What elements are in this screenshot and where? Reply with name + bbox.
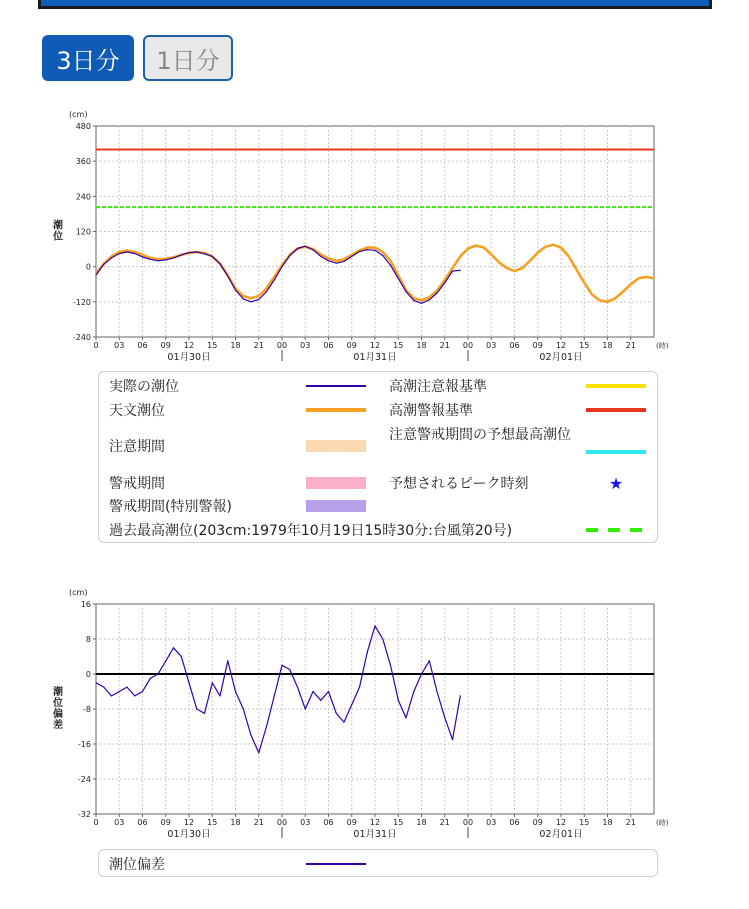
- data-point: [111, 695, 112, 696]
- data-point: [196, 251, 197, 252]
- legend-swatch-wrap: [306, 496, 366, 516]
- data-point: [305, 708, 306, 709]
- y-axis-label-char: 潮: [53, 687, 63, 698]
- y-tick-label: -32: [77, 810, 91, 819]
- data-point: [460, 256, 461, 257]
- data-point: [103, 687, 104, 688]
- date-label: 01月31日: [353, 352, 397, 363]
- data-point: [390, 260, 391, 261]
- data-point: [243, 295, 244, 296]
- legend-swatch: [306, 385, 366, 387]
- data-point: [591, 294, 592, 295]
- data-point: [111, 257, 112, 258]
- x-tick-label: 15: [207, 818, 218, 827]
- data-point: [522, 268, 523, 269]
- data-point: [444, 279, 445, 280]
- y-unit-label: (cm): [69, 110, 88, 119]
- data-point: [506, 268, 507, 269]
- data-point: [390, 265, 391, 266]
- legend-swatch-wrap: [586, 376, 646, 396]
- data-point: [289, 255, 290, 256]
- data-point: [119, 691, 120, 692]
- data-point: [367, 247, 368, 248]
- data-point: [584, 282, 585, 283]
- tide-level-legend: [98, 371, 658, 543]
- x-tick-label: 21: [439, 341, 450, 350]
- data-point: [212, 256, 213, 257]
- x-tick-label: 03: [486, 341, 497, 350]
- data-point: [235, 290, 236, 291]
- legend-swatch: [306, 408, 366, 412]
- data-point: [181, 254, 182, 255]
- x-tick-label: 03: [114, 341, 125, 350]
- data-point: [545, 246, 546, 247]
- data-point: [444, 717, 445, 718]
- data-point: [359, 687, 360, 688]
- date-label: 01月30日: [167, 352, 211, 363]
- legend-swatch: [306, 440, 366, 452]
- legend-swatch: [586, 408, 646, 412]
- x-tick-label: 0: [93, 341, 99, 350]
- legend-swatch-wrap: [306, 473, 366, 493]
- data-point: [444, 282, 445, 283]
- data-point: [351, 256, 352, 257]
- data-point: [653, 278, 654, 279]
- data-point: [219, 695, 220, 696]
- data-point: [281, 266, 282, 267]
- data-point: [266, 288, 267, 289]
- data-point: [227, 660, 228, 661]
- legend-swatch-wrap: [586, 520, 646, 540]
- data-point: [374, 625, 375, 626]
- legend-swatch: [586, 528, 646, 532]
- y-tick-label: -16: [77, 740, 91, 749]
- data-point: [460, 270, 461, 271]
- y-axis-label-char: 位: [53, 698, 63, 709]
- data-point: [305, 246, 306, 247]
- data-point: [483, 247, 484, 248]
- data-point: [607, 301, 608, 302]
- data-point: [119, 251, 120, 252]
- data-point: [599, 300, 600, 301]
- data-point: [142, 254, 143, 255]
- data-point: [188, 682, 189, 683]
- x-tick-label: 21: [253, 341, 264, 350]
- legend-label: 注意期間: [109, 439, 165, 455]
- tide-deviation-legend: [98, 849, 658, 877]
- x-tick-label: 06: [509, 818, 520, 827]
- data-point: [204, 713, 205, 714]
- data-point: [328, 260, 329, 261]
- date-label: 01月30日: [167, 829, 211, 840]
- data-point: [266, 726, 267, 727]
- data-point: [312, 249, 313, 250]
- data-point: [258, 299, 259, 300]
- data-point: [398, 275, 399, 276]
- data-point: [615, 298, 616, 299]
- data-point: [398, 278, 399, 279]
- data-point: [219, 263, 220, 264]
- x-tick-label: 21: [625, 818, 636, 827]
- data-point: [103, 264, 104, 265]
- data-point: [243, 708, 244, 709]
- x-tick-label: 09: [346, 818, 357, 827]
- data-point: [150, 678, 151, 679]
- x-tick-label: 18: [602, 818, 613, 827]
- legend-label: 警戒期間: [109, 476, 165, 492]
- top-banner: [38, 0, 712, 9]
- x-tick-label: 18: [416, 818, 427, 827]
- data-point: [460, 695, 461, 696]
- tide-deviation-chart: [0, 585, 749, 847]
- data-point: [328, 691, 329, 692]
- data-point: [289, 669, 290, 670]
- y-tick-label: 360: [75, 157, 91, 167]
- data-point: [134, 251, 135, 252]
- data-point: [529, 260, 530, 261]
- data-point: [413, 300, 414, 301]
- y-axis-label-char: 位: [53, 231, 63, 243]
- data-point: [95, 274, 96, 275]
- x-tick-label: 15: [579, 341, 590, 350]
- data-point: [336, 260, 337, 261]
- data-point: [421, 300, 422, 301]
- x-tick-label: 09: [346, 341, 357, 350]
- x-tick-label: 12: [183, 341, 195, 350]
- data-point: [126, 687, 127, 688]
- x-tick-label: 03: [486, 818, 497, 827]
- y-axis-label-char: 潮: [53, 220, 63, 232]
- data-point: [382, 255, 383, 256]
- x-tick-label: 03: [300, 818, 311, 827]
- x-tick-label: 15: [393, 818, 404, 827]
- x-tick-label: 15: [393, 341, 404, 350]
- data-point: [173, 647, 174, 648]
- y-tick-label: -8: [83, 705, 91, 714]
- y-tick-label: 480: [75, 122, 91, 131]
- legend-label: 警戒期間(特別警報): [109, 499, 232, 515]
- data-point: [630, 284, 631, 285]
- legend-label: 予想されるピーク時刻: [389, 476, 529, 492]
- y-unit-label: (cm): [69, 588, 88, 597]
- data-point: [351, 254, 352, 255]
- data-point: [297, 248, 298, 249]
- date-label: 02月01日: [539, 352, 583, 363]
- x-tick-label: 06: [137, 341, 148, 350]
- legend-swatch: [306, 500, 366, 512]
- legend-label: 高潮警報基準: [389, 403, 473, 419]
- legend-label: 高潮注意報基準: [389, 379, 487, 395]
- legend-swatch-wrap: [306, 376, 366, 396]
- data-point: [343, 722, 344, 723]
- data-point: [421, 673, 422, 674]
- x-tick-label: 12: [369, 818, 381, 827]
- x-tick-label: 18: [230, 818, 241, 827]
- data-point: [374, 250, 375, 251]
- date-label: 01月31日: [353, 829, 397, 840]
- data-point: [281, 665, 282, 666]
- legend-label: 実際の潮位: [109, 379, 179, 395]
- data-point: [382, 638, 383, 639]
- data-point: [150, 259, 151, 260]
- legend-swatch: [586, 384, 646, 388]
- data-point: [250, 298, 251, 299]
- data-point: [142, 256, 143, 257]
- legend-swatch-wrap: [586, 400, 646, 420]
- x-tick-label: 09: [532, 818, 543, 827]
- data-point: [320, 700, 321, 701]
- data-point: [351, 704, 352, 705]
- data-point: [119, 253, 120, 254]
- data-point: [196, 708, 197, 709]
- data-point: [165, 259, 166, 260]
- data-point: [537, 252, 538, 253]
- y-tick-label: 0: [85, 670, 91, 679]
- legend-swatch: [306, 477, 366, 489]
- data-point: [336, 713, 337, 714]
- data-point: [359, 251, 360, 252]
- data-point: [328, 258, 329, 259]
- x-tick-label: 06: [323, 818, 334, 827]
- data-point: [227, 275, 228, 276]
- data-point: [646, 276, 647, 277]
- x-tick-label: 06: [509, 341, 520, 350]
- x-tick-label: 00: [462, 341, 474, 350]
- y-tick-label: -24: [77, 775, 91, 784]
- data-point: [134, 253, 135, 254]
- y-tick-label: -240: [72, 333, 91, 342]
- data-point: [181, 656, 182, 657]
- data-point: [390, 665, 391, 666]
- x-tick-label: 15: [207, 341, 218, 350]
- data-point: [436, 290, 437, 291]
- data-point: [258, 295, 259, 296]
- y-tick-label: 0: [85, 262, 91, 272]
- data-point: [235, 691, 236, 692]
- data-point: [436, 691, 437, 692]
- data-point: [243, 298, 244, 299]
- data-point: [429, 660, 430, 661]
- x-tick-label: 18: [602, 341, 613, 350]
- data-point: [95, 682, 96, 683]
- data-point: [274, 276, 275, 277]
- data-point: [405, 717, 406, 718]
- data-point: [297, 687, 298, 688]
- data-point: [374, 247, 375, 248]
- data-point: [157, 673, 158, 674]
- data-point: [398, 700, 399, 701]
- y-tick-label: 8: [85, 635, 91, 644]
- data-point: [405, 291, 406, 292]
- legend-label: 注意警戒期間の予想最高潮位: [389, 427, 571, 443]
- data-point: [173, 257, 174, 258]
- data-point: [212, 682, 213, 683]
- data-point: [157, 259, 158, 260]
- x-tick-label: 00: [276, 818, 288, 827]
- x-tick-label: 03: [114, 818, 125, 827]
- data-point: [320, 254, 321, 255]
- data-point: [266, 291, 267, 292]
- x-tick-label: 18: [230, 341, 241, 350]
- data-point: [576, 269, 577, 270]
- data-point: [429, 297, 430, 298]
- legend-swatch-wrap: [306, 400, 366, 420]
- legend-label: 過去最高潮位(203cm:1979年10月19日15時30分:台風第20号): [109, 523, 513, 539]
- data-point: [204, 253, 205, 254]
- x-tick-label: 00: [462, 818, 474, 827]
- x-tick-label: 18: [416, 341, 427, 350]
- x-tick-label: 21: [439, 818, 450, 827]
- y-tick-label: -120: [72, 297, 91, 307]
- data-point: [421, 303, 422, 304]
- data-point: [491, 254, 492, 255]
- data-point: [150, 257, 151, 258]
- data-point: [560, 247, 561, 248]
- data-point: [553, 244, 554, 245]
- data-point: [258, 752, 259, 753]
- x-tick-label: 0: [93, 818, 99, 827]
- x-tick-label: 12: [369, 341, 381, 350]
- data-point: [126, 250, 127, 251]
- data-point: [274, 695, 275, 696]
- data-point: [142, 691, 143, 692]
- data-point: [157, 260, 158, 261]
- data-point: [622, 291, 623, 292]
- data-point: [367, 652, 368, 653]
- x-unit-label: (時): [656, 342, 669, 350]
- tab-3day[interactable]: 3日分: [42, 35, 134, 81]
- data-point: [475, 245, 476, 246]
- data-point: [126, 251, 127, 252]
- x-tick-label: 06: [323, 341, 334, 350]
- data-point: [343, 261, 344, 262]
- data-point: [250, 301, 251, 302]
- data-point: [312, 691, 313, 692]
- legend-swatch-wrap: [586, 473, 646, 493]
- y-axis-label-char: 偏: [53, 709, 63, 720]
- legend-swatch: [306, 863, 366, 865]
- data-point: [638, 278, 639, 279]
- data-point: [320, 256, 321, 257]
- legend-label: 天文潮位: [109, 403, 165, 419]
- legend-swatch-wrap: [586, 442, 646, 462]
- legend-swatch: [586, 450, 646, 454]
- y-tick-label: 240: [75, 192, 91, 202]
- x-tick-label: 09: [160, 818, 171, 827]
- data-point: [452, 268, 453, 269]
- legend-swatch-wrap: [306, 436, 366, 456]
- tab-1day[interactable]: 1日分: [143, 35, 233, 81]
- y-axis-label-char: 差: [53, 720, 63, 731]
- data-point: [568, 256, 569, 257]
- x-tick-label: 09: [160, 341, 171, 350]
- data-point: [250, 735, 251, 736]
- data-point: [413, 691, 414, 692]
- data-point: [467, 248, 468, 249]
- data-point: [452, 739, 453, 740]
- x-unit-label: (時): [656, 819, 669, 827]
- x-tick-label: 12: [555, 341, 567, 350]
- x-tick-label: 00: [276, 341, 288, 350]
- x-tick-label: 15: [579, 818, 590, 827]
- data-point: [336, 263, 337, 264]
- data-point: [134, 695, 135, 696]
- data-point: [111, 256, 112, 257]
- legend-swatch-wrap: [306, 854, 366, 874]
- data-point: [367, 249, 368, 250]
- y-tick-label: 120: [75, 227, 91, 237]
- x-tick-label: 12: [183, 818, 195, 827]
- data-point: [343, 259, 344, 260]
- data-point: [514, 270, 515, 271]
- data-point: [165, 258, 166, 259]
- data-point: [429, 299, 430, 300]
- y-tick-label: 16: [80, 600, 91, 609]
- data-point: [498, 262, 499, 263]
- data-point: [382, 251, 383, 252]
- data-point: [274, 279, 275, 280]
- data-point: [452, 270, 453, 271]
- data-point: [188, 252, 189, 253]
- x-tick-label: 03: [300, 341, 311, 350]
- data-point: [165, 660, 166, 661]
- x-tick-label: 06: [137, 818, 148, 827]
- legend-label: 潮位偏差: [109, 857, 165, 873]
- x-tick-label: 21: [625, 341, 636, 350]
- data-point: [413, 298, 414, 299]
- x-tick-label: 09: [532, 341, 543, 350]
- x-tick-label: 12: [555, 818, 567, 827]
- data-point: [436, 292, 437, 293]
- x-tick-label: 21: [253, 818, 264, 827]
- star-icon: ★: [608, 473, 624, 493]
- date-label: 02月01日: [539, 829, 583, 840]
